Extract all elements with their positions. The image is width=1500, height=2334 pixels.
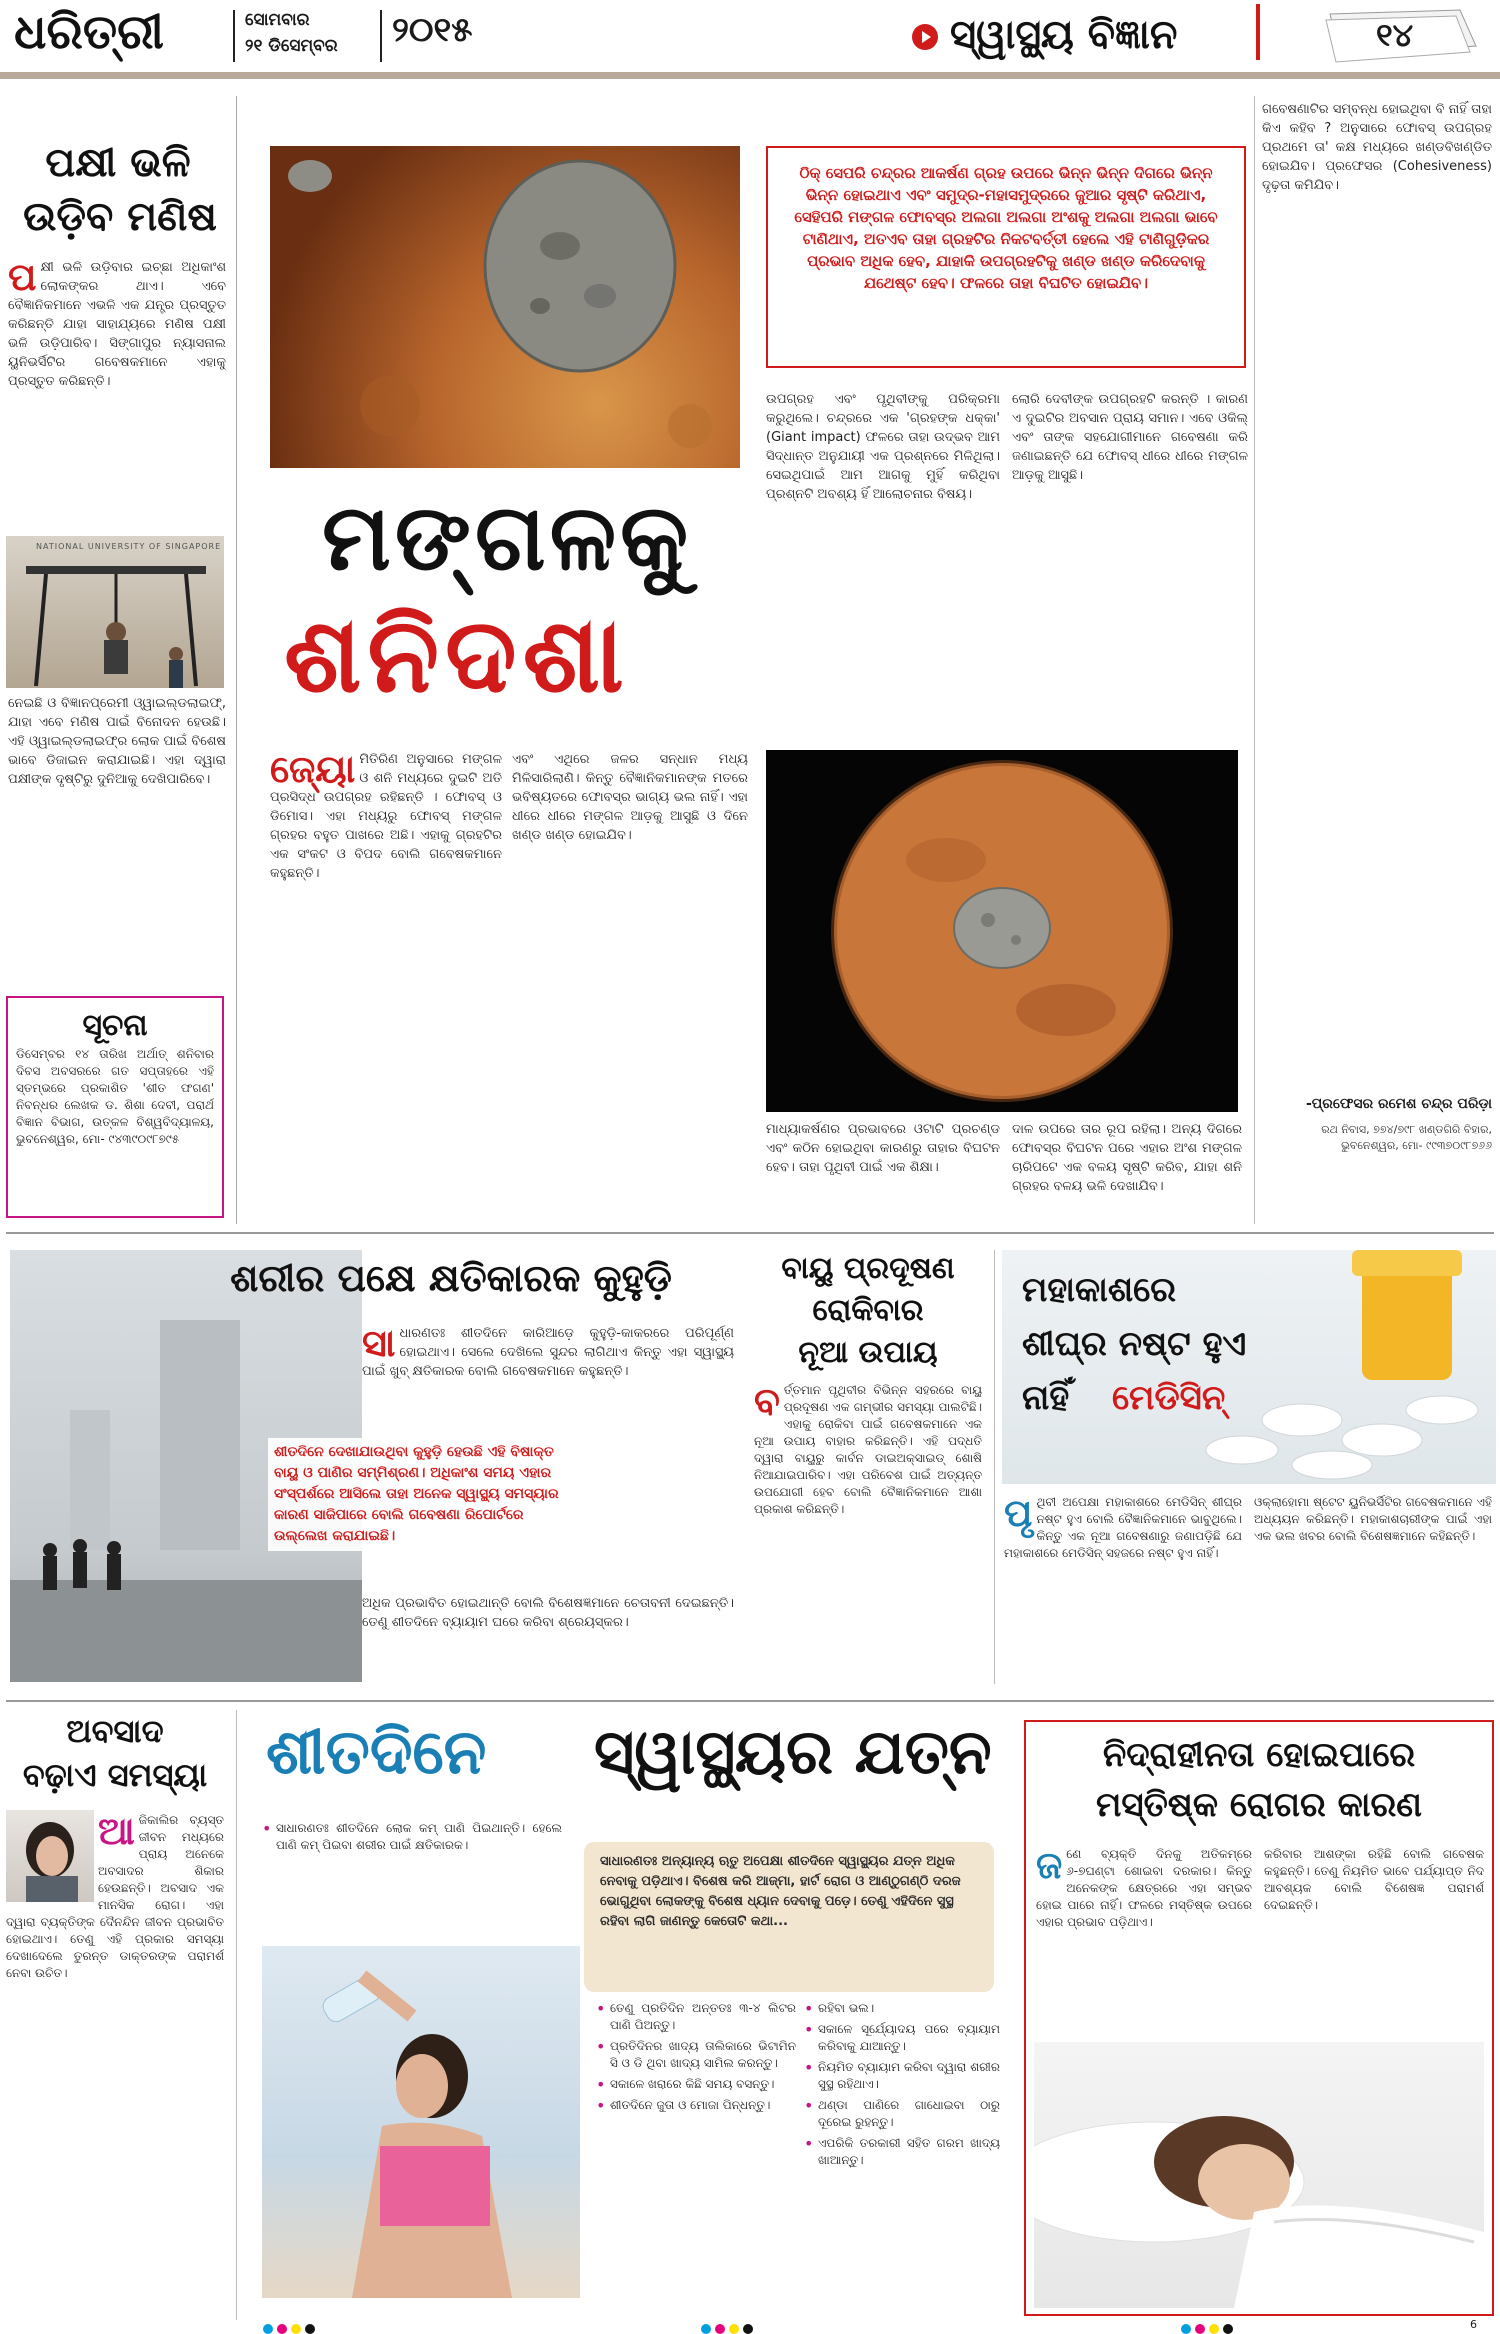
fog-highlight: ଶୀତଦିନେ ଦେଖାଯାଉଥିବା କୁହୁଡ଼ି ହେଉଛି ଏହି ବିଷାକ୍ତ ବାୟୁ ଓ ପାଣିର ସମ୍ମିଶ୍ରଣ। ଅଧିକାଂଶ ସମୟ ଏହାର ସଂସ୍ପର୍ଶରେ ଆସିଲେ ତାହା ଅନେକ ସ୍ୱାସ୍ଥ୍ୟ ସମସ୍ୟାର କାରଣ ସାଜିପାରେ ବୋଲି ଗବେଷଣା ରିପୋର୍ଟରେ ଉଲ୍ଲେଖ କରାଯାଇଛି। [268,1438,568,1551]
tip-a-item: • ପ୍ରତିଦିନର ଖାଦ୍ୟ ତାଲିକାରେ ଭିଟାମିନ ସି ଓ ଡି ଥିବା ଖାଦ୍ୟ ସାମିଲ କରନ୍ତୁ। [596,2038,796,2072]
tip-b-item: • ସକାଳେ ସୂର୍ଯ୍ୟୋଦୟ ପରେ ବ୍ୟାୟାମ କରିବାକୁ ଯାଆନ୍ତୁ। [804,2021,1000,2055]
winter-health-tips-a [596,2000,796,2316]
depression-body: ଆଜିକାଲିର ବ୍ୟସ୍ତ ଜୀବନ ମଧ୍ୟରେ ପ୍ରାୟ ଅନେକେ ଅବସାଦର ଶିକାର ହେଉଛନ୍ତି। ଅବସାଦ ଏକ ମାନସିକ ରୋଗ। ଏହା ଦ୍ୱାରା ବ୍ୟକ୍ତିଙ୍କ ଦୈନନ୍ଦିନ ଜୀବନ ପ୍ରଭାବିତ ହୋଇଥାଏ। ତେଣୁ ଏହି ପ୍ରକାର ସମସ୍ୟା ଦେଖାଦେଲେ ତୁରନ୍ତ ଡାକ୍ତରଙ୍କ ପରାମର୍ଶ ନେବା ଉଚିତ। [6,1812,224,1980]
depression-float-spacer [6,1812,98,1908]
depression-dropcap: ଆ [98,1812,135,1853]
registration-marks-left [262,2320,332,2332]
winter-health-intro [262,1820,562,1930]
mars-col-b: ଲୋରି ଦେବୀଙ୍କ ଉପଗ୍ରହଟି କରନ୍ତି । କାରଣ ଏ ଦୁଇଟିର ଅବସାନ ପ୍ରାୟ ସମାନ। ଏବେ ଓକିଲ୍‌ ଏବଂ ତାଙ୍କ ସହଯୋଗୀମାନେ ଗବେଷଣା କରି ଜଣାଇଛନ୍ତି ଯେ ଫୋବସ୍‌ ଧୀରେ ଧୀରେ ମଙ୍ଗଳ ଆଡ଼କୁ ଆସୁଛି। [1012,392,1248,483]
pollution-title-3: ନୂଆ ଉପାୟ [798,1335,938,1370]
insomnia-body-b: କରିବାର ଆଶଙ୍କା ରହିଛି ବୋଲି ଗବେଷକ କହୁଛନ୍ତି। ତେଣୁ ନିୟମିତ ଭାବେ ପର୍ଯ୍ୟାପ୍ତ ନିଦ ଆବଶ୍ୟକ ବୋଲି ବିଶେଷଜ୍ଞ ପରାମର୍ଶ ଦେଇଛନ୍ତି। [1264,1847,1484,1912]
bird-man-image [6,536,224,688]
pollution-rule [994,1250,995,1684]
mars-address: ରଥ ନିବାସ, ୭୭୪/୭୯୮ ଖଣ୍ଡଗିରି ବିହାର, ଭୁବନେଶ୍ୱର, ମୋ- ୯୯୩୭୦୯୮୭୬୬ [1321,1123,1492,1152]
mars-col-rule-1 [1254,96,1255,1224]
bird-man-dropcap: ପ [8,258,37,299]
mars-col-d: ଜ୍ୟୋ ମିତିରିଣ ଅନୁସାରେ ମଙ୍ଗଳ ଓ ଶନି ମଧ୍ୟରେ ଦୁଇଟି ଅତି ପ୍ରସିଦ୍ଧ ଉପଗ୍ରହ ରହିଛନ୍ତି । ଫୋବସ୍‌ ଓ ଡିମୋସ। ଏହା ମଧ୍ୟରୁ ଫୋବସ୍‌ ମଙ୍ଗଳ ଗ୍ରହର ବହୁତ ପାଖରେ ଅଛି। ଏହାକୁ ଗ୍ରହଟିର ଏକ ସଂକଟ ଓ ବିପଦ ବୋଲି ଗବେଷକମାନେ କହୁଛନ୍ତି। [270,750,502,881]
fog-body: ସାଧାରଣତଃ ଶୀତଦିନେ କାରିଆଡ଼େ କୁହୁଡ଼ି-କାକରରେ ପରିପୂର୍ଣ୍ଣ ହୋଇଥାଏ। ସେଲେ ଦେଖିଲେ ସୁନ୍ଦର ଲାଗିଥାଏ କିନ୍ତୁ ଏହା ସ୍ୱାସ୍ଥ୍ୟ ପାଇଁ ଖୁବ୍‌ କ୍ଷତିକାରକ ବୋଲି ଗବେଷକମାନେ କହୁଛନ୍ତି। [362,1324,734,1379]
space-medicine-title-1: ମହାକାଶରେ [1022,1270,1176,1310]
winter-health-image [262,1946,580,2298]
left-column-rule [236,96,237,1224]
weekday: ସୋମବାର [245,10,310,30]
tip-b-item: • ନିୟମିତ ବ୍ୟାୟାମ କରିବା ଦ୍ୱାରା ଶରୀର ସୁସ୍ଥ ରହିଥାଏ। [804,2059,1000,2093]
winter-health-highlight-text: ସାଧାରଣତଃ ଅନ୍ୟାନ୍ୟ ଋତୁ ଅପେକ୍ଷା ଶୀତଦିନେ ସ୍ୱାସ୍ଥ୍ୟର ଯତ୍ନ ଅଧିକ ନେବାକୁ ପଡ଼ିଥାଏ। ବିଶେଷ କରି ଆଜ୍ମା, ହାର୍ଟ ରୋଗ ଓ ଆଣ୍ଠୁଗଣ୍ଠି ଦରଜ ଭୋଗୁଥିବା ଲୋକଙ୍କୁ ବିଶେଷ ଧ୍ୟାନ ଦେବାକୁ ପଡ଼େ। ତେଣୁ ଏହିଦିନେ ସୁସ୍ଥ ରହିବା ଲାଗି ଜାଣନ୍ତୁ କେତୋଟି କଥା... [600,1854,961,1929]
registration-marks-center [700,2320,770,2332]
fog-body-2: ଅଧିକ ପ୍ରଭାବିତ ହୋଇଥାନ୍ତି ବୋଲି ବିଶେଷଜ୍ଞମାନେ ଚେତାବନୀ ଦେଇଛନ୍ତି। ତେଣୁ ଶୀତଦିନେ ବ୍ୟାୟାମ ଘରେ କରିବା ଶ୍ରେୟସ୍କର। [362,1596,734,1630]
masthead-divider [233,10,235,62]
space-medicine-body-a: ପୃଥିବୀ ଅପେକ୍ଷା ମହାକାଶରେ ମେଡିସିନ୍‌ ଶୀଘ୍ର ନଷ୍ଟ ହୁଏ ବୋଲି ବୈଜ୍ଞାନିକମାନେ ଭାବୁଥିଲେ। କିନ୍ତୁ ଏକ ନୂଆ ଗବେଷଣାରୁ ଜଣାପଡ଼ିଛି ଯେ ମହାକାଶରେ ମେଡିସିନ୍‌ ସହଜରେ ନଷ୍ଟ ହୁଏ ନାହିଁ। [1004,1494,1242,1560]
mars-dropcap: ଜ୍ୟୋ [270,750,356,791]
mars-highlight-box [766,146,1246,368]
footer-page-number: 6 [1470,2318,1477,2331]
masthead-divider-2 [380,10,382,62]
depression-title-2: ବଢ଼ାଏ ସମସ୍ୟା [22,1756,208,1794]
winter-health-title-2: ସ୍ୱାସ୍ଥ୍ୟର ଯତ୍ନ [594,1715,992,1788]
insomnia-title-2: ମସ୍ତିଷ୍କ ରୋଗର କାରଣ [1095,1785,1423,1825]
insomnia-dropcap: ଜ [1036,1846,1063,1887]
fog-dropcap: ସା [362,1324,396,1365]
mars-image [270,146,740,468]
space-medicine-dropcap: ପୃ [1004,1494,1033,1535]
mars-col-e: ଏବଂ ଏଥିରେ ଜଳର ସନ୍ଧାନ ମଧ୍ୟ ମିଳିସାରିଲାଣି। କିନ୍ତୁ ବୈଜ୍ଞାନିକମାନଙ୍କ ମତରେ ଭବିଷ୍ୟତରେ ଫୋବସ୍‌ର ଭାଗ୍ୟ ଭଲ ନାହିଁ। ଏହା ଧୀରେ ଧୀରେ ମଙ୍ଗଳ ଆଡ଼କୁ ଆସୁଛି ଓ ଦିନେ ଖଣ୍ଡ ଖଣ୍ଡ ହୋଇଯିବ। [512,752,748,843]
winter-health-intro-item: • ସାଧାରଣତଃ ଶୀତଦିନେ ଲୋକ କମ୍‌ ପାଣି ପିଇଥାନ୍ତି। ହେଲେ ପାଣି କମ୍‌ ପିଇବା ଶରୀର ପାଇଁ କ୍ଷତିକାରକ। [262,1820,562,1854]
winter-health-highlight [584,1842,994,1992]
bird-man-title-1: ପକ୍ଷୀ ଭଳି [45,140,191,186]
bird-man-body-2: ନେଇଛି ଓ ବିଜ୍ଞାନପ୍ରେମୀ ଓ୍ୱାଇଲ୍ଡଲାଇଫ୍‌, ଯାହା ଏବେ ମଣିଷ ପାଇଁ ବିନୋଦନ ହେଉଛି। ଏହି ଓ୍ୱାଇଲ୍ଡଲାଇଫ୍‌ର ଲୋକ ପାଇଁ ବିଶେଷ ଭାବେ ଡିଜାଇନ କରାଯାଇଛି। ଏହା ଦ୍ୱାରା ପକ୍ଷୀଙ୍କ ଦୃଷ୍ଟିରୁ ଦୁନିଆକୁ ଦେଖିପାରିବେ। [8,696,226,787]
bird-man-image-caption: NATIONAL UNIVERSITY OF SINGAPORE [36,542,222,551]
page-number-tab [1320,6,1480,66]
depression-title-1: ଅବସାଦ [66,1712,164,1750]
date: ୨୧ ଡିସେମ୍ବର [245,36,338,56]
mars-headline-2: ଶନିଦଶା [284,594,630,716]
masthead-bottom-bar [0,72,1500,79]
mars-byline: -ପ୍ରଫେସର ରମେଶ ଚନ୍ଦ୍ର ପରିଡ଼ା [1306,1096,1492,1112]
insomnia-title-1: ନିଦ୍ରାହୀନତା ହୋଇପାରେ [1102,1735,1416,1775]
tip-b-item: • ଥଣ୍ଡା ପାଣିରେ ଗାଧୋଇବା ଠାରୁ ଦୂରେଇ ରୁହନ୍ତୁ। [804,2097,1000,2131]
mars-phobos-image [766,750,1238,1112]
winter-health-tips-b [804,2000,1000,2316]
mars-headline-1: ମଙ୍ଗଳକୁ [322,484,693,591]
space-medicine-title-3a: ନାହିଁ [1022,1378,1070,1418]
page-number: ୧୪ [1376,16,1414,54]
tip-a-item: • ସକାଳେ ଖରାରେ କିଛି ସମୟ ବସନ୍ତୁ। [596,2076,796,2093]
tip-b-item: • ଏପରିକି ତରକାରୀ ସହିତ ଗରମ ଖାଦ୍ୟ ଖାଆନ୍ତୁ। [804,2135,1000,2169]
newspaper-logo: ଧରିତ୍ରୀ [14,4,164,60]
mars-col-g: ଦାଳ ଉପରେ ତାର ରୂପ ରହିଲା। ଅନ୍ୟ ଦିଗରେ ଫୋବସ୍‌ର ବିଘଟନ ପରେ ଏହାର ଅଂଶ ମଙ୍ଗଳ ଚାରିପଟେ ଏକ ବଳୟ ସୃଷ୍ଟି କରିବ, ଯାହା ଶନି ଗ୍ରହର ବଳୟ ଭଳି ଦେଖାଯିବ। [1012,1122,1242,1194]
fog-title: ଶରୀର ପକ୍ଷେ କ୍ଷତିକାରକ କୁହୁଡ଼ି [230,1256,672,1300]
suchana-box [6,996,224,1218]
winter-health-tips-b-list [804,2000,1000,2169]
suchana-body: ଡିସେମ୍ବର ୧୪ ତାରିଖ ଅର୍ଥାତ୍‌ ଶନିବାର ଦିବସ ଅବସରରେ ଗତ ସପ୍ତାହରେ ଏହି ସ୍ତମ୍ଭରେ ପ୍ରକାଶିତ 'ଶୀତ ଫଗଣ' ନିବନ୍ଧର ଲେଖକ ଡ. ଶିଶା ଦେବୀ, ପରାର୍ଥ ବିଜ୍ଞାନ ବିଭାଗ, ଉତ୍କଳ ବିଶ୍ୱବିଦ୍ୟାଳୟ, ଭୁବନେଶ୍ୱର, ମୋ- ୯୪୩୯୦୯୮୭୯୫ [16,1047,214,1146]
pollution-title-1: ବାୟୁ ପ୍ରଦୂଷଣ [781,1251,955,1286]
mars-col-c: ଗବେଷଣାଟିର ସମ୍ବନ୍ଧ ହୋଇଥିବା ବି ନାହିଁ ତାହା କିଏ କହିବ ? ଅନୁସାରେ ଫୋବସ୍‌ ଉପଗ୍ରହ ପ୍ରଥମେ ତା' କକ୍ଷ ମଧ୍ୟରେ ଖଣ୍ଡବିଖଣ୍ଡିତ ହୋଇଯିବ। ପ୍ରଫେସର (Cohesiveness) ଦୃଢ଼ତା କମିଯିବ। [1262,102,1492,193]
space-medicine-title-2: ଶୀଘ୍ର ନଷ୍ଟ ହୁଏ [1022,1324,1247,1364]
insomnia-body-a: ଜଣେ ବ୍ୟକ୍ତି ଦିନକୁ ଅତିକମ୍‌ରେ ୬-୭ଘଣ୍ଟା ଶୋଇବା ଦରକାର। କିନ୍ତୁ ଅନେକଙ୍କ କ୍ଷେତ୍ରରେ ଏହା ସମ୍ଭବ ହୋଇ ପାରେ ନାହିଁ। ଫଳରେ ମସ୍ତିଷ୍କ ଉପରେ ଏହାର ପ୍ରଭାବ ପଡ଼ିଥାଏ। [1036,1846,1252,1929]
footer [0,2318,1500,2334]
insomnia-box [1024,1720,1494,2316]
winter-health-tips-a-list [596,2000,796,2114]
section-title: ସ୍ୱାସ୍ଥ୍ୟ ବିଜ୍ଞାନ [950,12,1178,58]
registration-marks-right [1180,2320,1250,2332]
space-medicine-title-3b: ମେଡିସିନ୍‌ [1112,1378,1226,1418]
depression-rule [236,1710,237,2320]
suchana-title: ସୂଚନା [82,1008,148,1043]
section-play-icon [912,24,938,50]
tip-a-item: • ତେଣୁ ପ୍ରତିଦିନ ଅନ୍ତତଃ ୩-୪ ଲିଟର ପାଣି ପିଅନ୍ତୁ। [596,2000,796,2034]
section-divider-1 [6,1232,1494,1234]
mars-highlight-text: ଠିକ୍‌ ସେପରି ଚନ୍ଦ୍ରର ଆକର୍ଷଣ ଗ୍ରହ ଉପରେ ଭିନ୍ନ ଭିନ୍ନ ଦିଗରେ ଭିନ୍ନ ଭିନ୍ନ ହୋଇଥାଏ ଏବଂ ସମୁଦ୍ର-ମହାସମୁଦ୍ରରେ ଜୁଆର ସୃଷ୍ଟି କରିଥାଏ, ସେହିପରି ମଙ୍ଗଳ ଫୋବସ୍‌ର ଅଲଗା ଅଲଗା ଅଂଶକୁ ଅଲଗା ଅଲଗା ଭାବେ ଟାଣିଥାଏ, ଅତଏବ ତାହା ଗ୍ରହଟିର ନିକଟବର୍ତ୍ତୀ ହେଲେ ଏହି ଟାଣିଗୁଡ଼ିକର ପ୍ରଭାବ ଅଧିକ ହେବ, ଯାହାକି ଉପଗ୍ରହଟିକୁ ଖଣ୍ଡ ଖଣ୍ଡ କରିଦେବାକୁ ଯଥେଷ୍ଟ ହେବ। ଫଳରେ ତାହା ବିଘଟିତ ହୋଇଯିବ। [794,164,1218,292]
bird-man-title-2: ଉଡ଼ିବ ମଣିଷ [23,194,217,240]
insomnia-image [1034,2042,1484,2308]
mars-col-f: ମାଧ୍ୟାକର୍ଷଣର ପ୍ରଭାବରେ ଓଟାଟି ପ୍ରଚଣ୍ଡ ଏବଂ କଠିନ ହୋଇଥିବା କାରଣରୁ ତାହାର ବିଘଟନ ହେବ। ତାହା ପୃଥିବୀ ପାଇଁ ଏକ ଶିକ୍ଷା। [766,1122,1000,1175]
winter-health-title-1: ଶୀତଦିନେ [266,1715,487,1788]
year: ୨୦୧୫ [392,10,473,50]
space-medicine-body-b: ଓକ୍ଲାହୋମା ଷ୍ଟେଟ ୟୁନିଭର୍ସିଟିର ଗବେଷକମାନେ ଏହି ଅଧ୍ୟୟନ କରିଛନ୍ତି। ମହାକାଶଚାରୀଙ୍କ ପାଇଁ ଏହା ଏକ ଭଲ ଖବର ବୋଲି ବିଶେଷଜ୍ଞମାନେ କହିଛନ୍ତି। [1254,1495,1492,1543]
bird-man-body: ପକ୍ଷୀ ଭଳି ଉଡ଼ିବାର ଇଚ୍ଛା ଅଧିକାଂଶ ଲୋକଙ୍କର ଥାଏ। ଏବେ ବୈଜ୍ଞାନିକମାନେ ଏଭଳି ଏକ ଯନ୍ତ୍ର ପ୍ରସ୍ତୁତ କରିଛନ୍ତି ଯାହା ସାହାଯ୍ୟରେ ମଣିଷ ପକ୍ଷୀ ଭଳି ଉଡ଼ିପାରିବ। ସିଙ୍ଗାପୁର ନ୍ୟାସନାଲ ୟୁନିଭର୍ସିଟିର ଗବେଷକମାନେ ଏହାକୁ ପ୍ରସ୍ତୁତ କରିଛନ୍ତି। [8,258,226,389]
pollution-body: ବର୍ତ୍ତମାନ ପୃଥିବୀର ବିଭିନ୍ନ ସହରରେ ବାୟୁ ପ୍ରଦୂଷଣ ଏକ ଗମ୍ଭୀର ସମସ୍ୟା ପାଲଟିଛି। ଏହାକୁ ରୋକିବା ପାଇଁ ଗବେଷକମାନେ ଏକ ନୂଆ ଉପାୟ ବାହାର କରିଛନ୍ତି। ଏହି ପଦ୍ଧତି ଦ୍ୱାରା ବାୟୁରୁ କାର୍ବନ ଡାଇଅକ୍ସାଇଡ୍‌ ଶୋଷି ନିଆଯାଇପାରିବ। ଏହା ପରିବେଶ ପାଇଁ ଅତ୍ୟନ୍ତ ଉପଯୋଗୀ ହେବ ବୋଲି ବୈଜ୍ଞାନିକମାନେ ଆଶା ପ୍ରକାଶ କରିଛନ୍ତି। [754,1382,982,1516]
masthead [0,0,1500,80]
tip-a-item: • ଶୀତଦିନେ ଜୁତା ଓ ମୋଜା ପିନ୍ଧନ୍ତୁ। [596,2097,796,2114]
mars-col-a: ଉପଗ୍ରହ ଏବଂ ପୃଥିବୀଙ୍କୁ ପରିକ୍ରମା କରୁଥିଲେ। ଚନ୍ଦ୍ରରେ ଏକ 'ଗ୍ରହଙ୍କ ଧକ୍କା' (Giant impact) ଫଳରେ ତାହା ଉଦ୍ଭବ ଆମ ସିଦ୍ଧାନ୍ତ ଅନୁଯାୟୀ ଏକ ପ୍ରଶ୍ନରେ ମିଳିଥିଲା। ସେଇଥିପାଇଁ ଆମ ଆଗକୁ ମୁହିଁ କରିଥିବା ପ୍ରଶ୍ନଟି ଅବଶ୍ୟ ହିଁ ଆଲୋଚନାର ବିଷୟ। [766,392,1000,502]
tip-b-item: • ରହିବା ଭଲ। [804,2000,1000,2017]
pollution-dropcap: ବ [754,1382,780,1423]
section-red-bar [1256,4,1260,60]
pollution-title-2: ରୋକିବାର [812,1293,924,1328]
section-divider-2 [6,1700,1494,1702]
